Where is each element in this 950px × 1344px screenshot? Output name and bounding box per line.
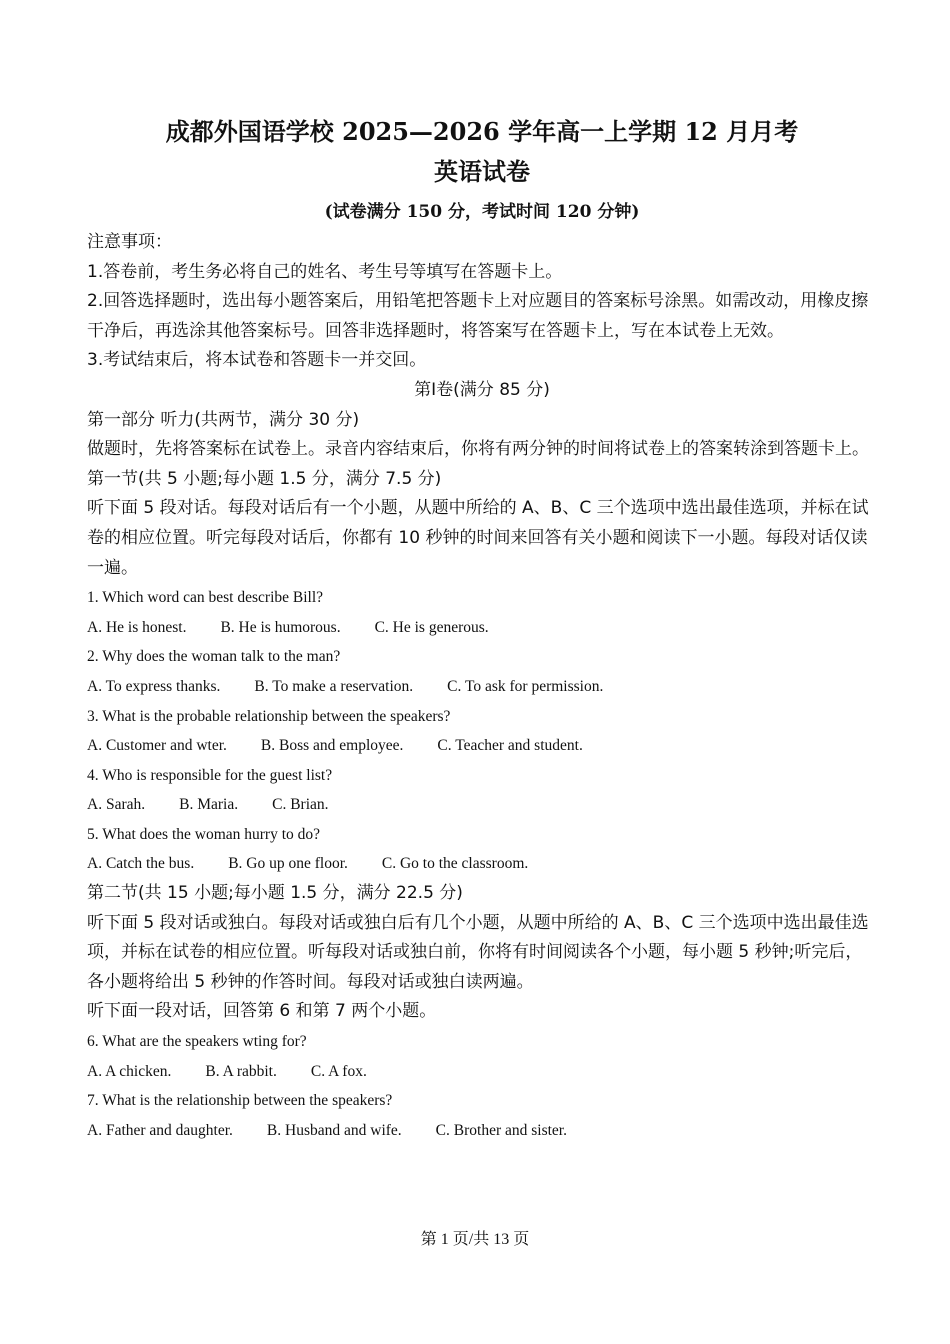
exam-page [87,112,877,1145]
notice-heading: 注意事项： [87,232,172,252]
option-b: B. A rabbit. [205,1062,277,1080]
option-c: C. A fox. [310,1062,367,1080]
question-6: 6. What are the speakers wting for? [87,1033,307,1051]
question-5: 5. What does the woman hurry to do? [87,825,321,843]
exam-title: 成都外国语学校 2025—2026 学年高一上学期 12 月月考 [165,117,799,146]
option-a: A. Catch the bus. [87,855,195,873]
exam-meta: (试卷满分 150 分，考试时间 120 分钟) [324,202,640,222]
option-c: C. Brother and sister. [435,1121,567,1139]
option-c: C. He is generous. [374,618,489,636]
notice-item-1: 1.答卷前，考生务必将自己的姓名、考生号等填写在答题卡上。 [87,261,563,282]
option-b: B. To make a reservation. [254,677,414,695]
option-c: C. Brian. [272,796,329,814]
option-c: C. To ask for permission. [447,677,604,695]
section1-instruction: 听下面 5 段对话。每段对话后有一个小题，从题中所给的 A、B、C 三个选项中选出最佳选项，并标在试卷的相应位置。听完每段对话后，你都有 10 秒钟的时间来回答有关小题和阅读下一小题。每段对话仅读一遍。 [87,498,869,578]
option-a: A. A chicken. [87,1062,172,1080]
question-1-options [87,613,877,643]
option-b: B. Maria. [179,796,239,814]
question-6-options [87,1057,877,1087]
section1-heading: 第一节(共 5 小题;每小题 1.5 分，满分 7.5 分) [87,468,442,489]
section2-sub-instruction: 听下面一段对话，回答第 6 和第 7 两个小题。 [87,1001,437,1022]
part1-instruction: 做题时，先将答案标在试卷上。录音内容结束后，你将有两分钟的时间将试卷上的答案转涂到答题卡上。 [87,439,869,460]
volume-heading: 第Ⅰ卷(满分 85 分) [414,379,550,400]
option-a: A. He is honest. [87,618,187,636]
question-1: 1. Which word can best describe Bill? [87,589,324,607]
option-b: B. Go up one floor. [228,855,348,873]
option-c: C. Go to the classroom. [381,855,529,873]
question-3-options [87,731,877,761]
option-a: A. To express thanks. [87,677,221,695]
option-b: B. Husband and wife. [266,1121,402,1139]
notice-item-2: 2.回答选择题时，选出每小题答案后，用铅笔把答题卡上对应题目的答案标号涂黑。如需改动，用橡皮擦干净后，再选涂其他答案标号。回答非选择题时，将答案写在答题卡上，写在本试卷上无效。 [87,291,869,341]
section2-heading: 第二节(共 15 小题;每小题 1.5 分，满分 22.5 分) [87,883,463,904]
section2-instruction: 听下面 5 段对话或独白。每段对话或独白后有几个小题，从题中所给的 A、B、C 三个选项中选出最佳选项，并标在试卷的相应位置。听每段对话或独白前，你将有时间阅读各个小题，每小题 5 秒钟;听完后，各小题将给出 5 秒钟的作答时间。每段对话或独白读两遍。 [87,912,869,992]
option-c: C. Teacher and student. [437,737,583,755]
option-a: A. Customer and wter. [87,737,227,755]
part1-heading: 第一部分 听力(共两节，满分 30 分) [87,409,360,430]
question-2-options [87,672,877,702]
question-7: 7. What is the relationship between the speakers? [87,1092,393,1110]
notice-item-3: 3.考试结束后，将本试卷和答题卡一并交回。 [87,350,427,371]
option-b: B. Boss and employee. [260,737,404,755]
option-a: A. Father and daughter. [87,1121,233,1139]
option-a: A. Sarah. [87,796,146,814]
question-7-options [87,1116,877,1146]
question-5-options [87,849,877,879]
option-b: B. He is humorous. [220,618,341,636]
page-footer: 第 1 页/共 13 页 [420,1231,530,1248]
question-4-options [87,790,877,820]
exam-subtitle: 英语试卷 [434,157,530,186]
question-3: 3. What is the probable relationship between the speakers? [87,707,451,725]
question-4: 4. Who is responsible for the guest list? [87,766,333,784]
question-2: 2. Why does the woman talk to the man? [87,648,341,666]
